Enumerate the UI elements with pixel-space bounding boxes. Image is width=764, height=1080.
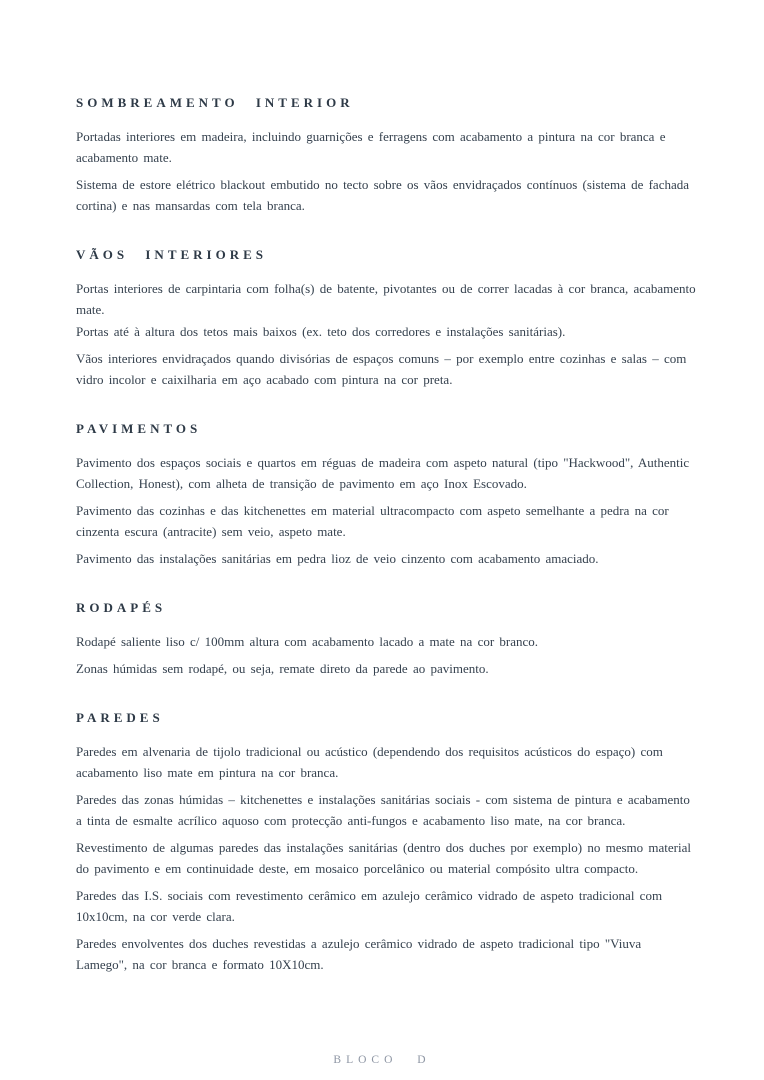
section-rodapes (76, 599, 696, 679)
paragraph: Portadas interiores em madeira, incluindo guarnições e ferragens com acabamento a pintura na cor branca e acabamento mate. (76, 129, 666, 165)
paragraph: Vãos interiores envidraçados quando divisórias de espaços comuns – por exemplo entre cozinhas e salas – com vidro incolor e caixilharia em aço acabado com pintura na cor preta. (76, 351, 687, 387)
section-heading-paredes: PAREDES (76, 710, 164, 725)
page-footer: BLOCO D (333, 1054, 431, 1066)
section-heading-rodapes: RODAPÉS (76, 600, 167, 615)
paragraph: Pavimento das instalações sanitárias em pedra lioz de veio cinzento com acabamento amaciado. (76, 551, 599, 566)
paragraph: Pavimento das cozinhas e das kitchenettes em material ultracompacto com aspeto semelhante a pedra na cor cinzenta escura (antracite) sem veio, aspeto mate. (76, 503, 669, 539)
paragraph: Portas até à altura dos tetos mais baixos (ex. teto dos corredores e instalações sanitárias). (76, 324, 566, 339)
paragraph: Sistema de estore elétrico blackout embutido no tecto sobre os vãos envidraçados contínuos (sistema de fachada cortina) e nas mansardas com tela branca. (76, 177, 690, 213)
section-heading-vaos-interiores: VÃOS INTERIORES (76, 247, 268, 262)
paragraph: Paredes em alvenaria de tijolo tradicional ou acústico (dependendo dos requisitos acústicos do espaço) com acabamento liso mate em pintura na cor branca. (76, 744, 663, 780)
paragraph: Zonas húmidas sem rodapé, ou seja, remate direto da parede ao pavimento. (76, 661, 489, 676)
document-content (76, 94, 696, 975)
paragraph: Paredes das zonas húmidas – kitchenettes e instalações sanitárias sociais - com sistema de pintura e acabamento a tinta de esmalte acrílico aquoso com protecção anti-fungos e acabamento liso mate, na cor branca. (76, 792, 690, 828)
paragraph: Revestimento de algumas paredes das instalações sanitárias (dentro dos duches por exemplo) no mesmo material do pavimento e em continuidade deste, em mosaico porcelânico ou material compósito ultra compacto. (76, 840, 691, 876)
section-vaos-interiores (76, 246, 696, 390)
paragraph: Paredes envolventes dos duches revestidas a azulejo cerâmico vidrado de aspeto tradicional tipo "Viuva Lamego", na cor branca e formato 10X10cm. (76, 936, 642, 972)
section-heading-sombreamento-interior: SOMBREAMENTO INTERIOR (76, 95, 354, 110)
paragraph: Pavimento dos espaços sociais e quartos em réguas de madeira com aspeto natural (tipo "Hackwood", Authentic Collection, Honest), com alheta de transição de pavimento em aço Inox Escovado. (76, 455, 690, 491)
section-sombreamento-interior (76, 94, 696, 216)
section-pavimentos (76, 420, 696, 569)
paragraph: Paredes das I.S. sociais com revestimento cerâmico em azulejo cerâmico vidrado de aspeto tradicional com 10x10cm, na cor verde clara. (76, 888, 663, 924)
section-paredes (76, 709, 696, 975)
paragraph: Portas interiores de carpintaria com folha(s) de batente, pivotantes ou de correr lacadas à cor branca, acabamento mate. (76, 281, 696, 317)
section-heading-pavimentos: PAVIMENTOS (76, 421, 202, 436)
paragraph: Rodapé saliente liso c/ 100mm altura com acabamento lacado a mate na cor branco. (76, 634, 539, 649)
